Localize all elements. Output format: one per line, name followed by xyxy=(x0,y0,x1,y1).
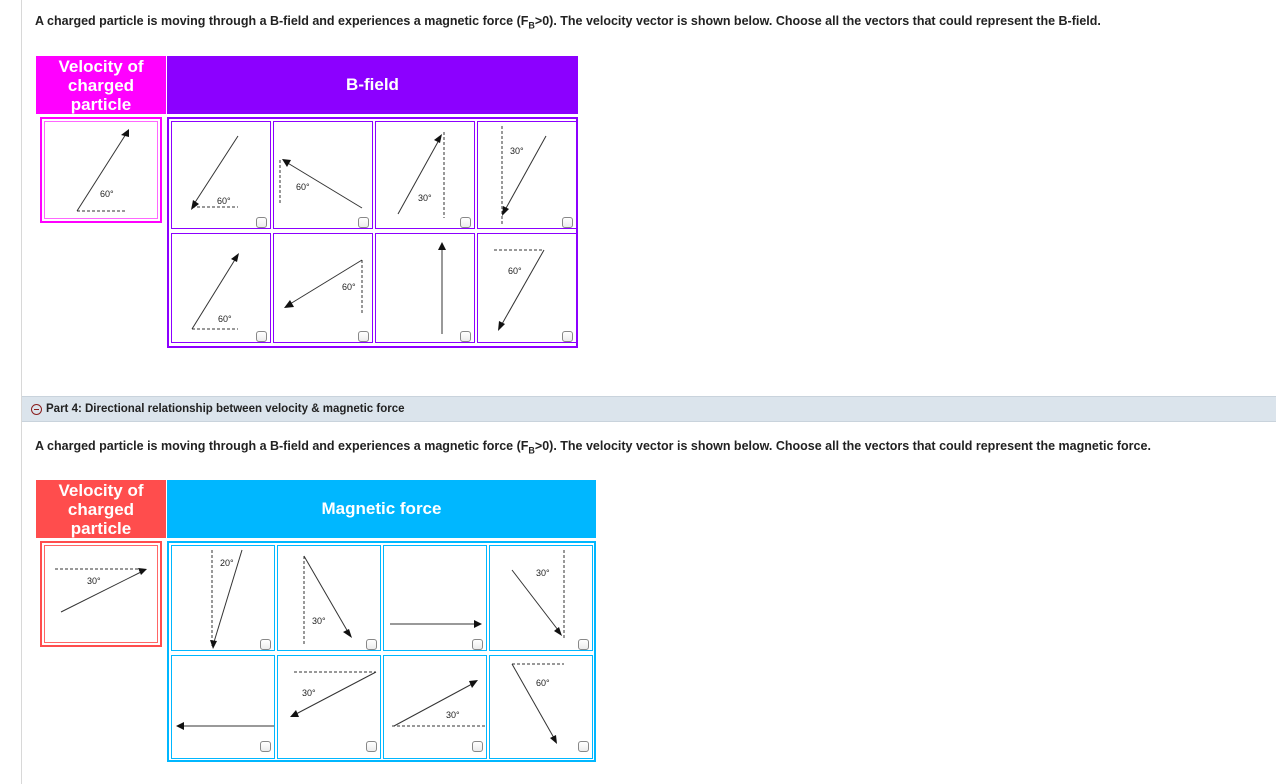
part4-option-1-checkbox[interactable] xyxy=(260,639,271,650)
part3-option-3 xyxy=(375,121,475,229)
part3-option-7 xyxy=(375,233,475,343)
part3-option-3-checkbox[interactable] xyxy=(460,217,471,228)
part4-force-header: Magnetic force xyxy=(167,480,596,538)
part4-option-1 xyxy=(171,545,275,651)
part3-option-5-checkbox[interactable] xyxy=(256,331,267,342)
part4-option-6-checkbox[interactable] xyxy=(366,741,377,752)
part4-option-8-checkbox[interactable] xyxy=(578,741,589,752)
part3-option-1-checkbox[interactable] xyxy=(256,217,267,228)
part3-option-8-checkbox[interactable] xyxy=(562,331,573,342)
svg-text:60°: 60° xyxy=(217,196,231,206)
svg-text:60°: 60° xyxy=(536,678,550,688)
part3-velocity-header: Velocity of charged particle xyxy=(36,56,166,114)
part4-section-bar xyxy=(22,396,1276,422)
part4-option-8 xyxy=(489,655,593,759)
svg-text:60°: 60° xyxy=(296,182,310,192)
part4-force-grid xyxy=(167,541,596,762)
part3-velocity-vector xyxy=(45,122,159,220)
part4-velocity-box xyxy=(40,541,162,647)
part4-option-4 xyxy=(489,545,593,651)
part3-option-6 xyxy=(273,233,373,343)
part3-option-8 xyxy=(477,233,577,343)
svg-text:60°: 60° xyxy=(508,266,522,276)
part3-bfield-grid xyxy=(167,117,578,348)
svg-text:30°: 30° xyxy=(302,688,316,698)
part4-velocity-vector xyxy=(45,546,159,644)
part3-option-1 xyxy=(171,121,271,229)
svg-text:20°: 20° xyxy=(220,558,234,568)
part4-question: A charged particle is moving through a B-field and experiences a magnetic force $(F_B>0)$. The velocity vector is shown below. Choose all the vectors that could represent the magnetic force. xyxy=(35,439,1151,456)
part3-velocity-box xyxy=(40,117,162,223)
svg-text:30°: 30° xyxy=(418,193,432,203)
part3-option-2 xyxy=(273,121,373,229)
left-rule xyxy=(21,0,22,784)
part4-option-7-checkbox[interactable] xyxy=(472,741,483,752)
part4-velocity-angle: 30° xyxy=(87,576,101,586)
part3-option-4 xyxy=(477,121,577,229)
part4-option-2-checkbox[interactable] xyxy=(366,639,377,650)
part3-option-4-checkbox[interactable] xyxy=(562,217,573,228)
part4-title: Part 4: Directional relationship between velocity & magnetic force xyxy=(46,403,405,415)
part4-option-3-checkbox[interactable] xyxy=(472,639,483,650)
svg-text:30°: 30° xyxy=(446,710,460,720)
part4-option-7 xyxy=(383,655,487,759)
part3-option-2-checkbox[interactable] xyxy=(358,217,369,228)
svg-text:30°: 30° xyxy=(536,568,550,578)
part3-option-7-checkbox[interactable] xyxy=(460,331,471,342)
svg-text:30°: 30° xyxy=(312,616,326,626)
part4-option-5-checkbox[interactable] xyxy=(260,741,271,752)
part3-bfield-header: B-field xyxy=(167,56,578,114)
part4-velocity-header: Velocity of charged particle xyxy=(36,480,166,538)
svg-text:60°: 60° xyxy=(342,282,356,292)
svg-text:30°: 30° xyxy=(510,146,524,156)
part4-option-6 xyxy=(277,655,381,759)
collapse-minus-icon[interactable] xyxy=(31,404,42,415)
svg-text:60°: 60° xyxy=(218,314,232,324)
part4-option-4-checkbox[interactable] xyxy=(578,639,589,650)
part4-option-5 xyxy=(171,655,275,759)
part4-option-2 xyxy=(277,545,381,651)
part3-velocity-angle: 60° xyxy=(100,189,114,199)
part4-option-3 xyxy=(383,545,487,651)
part3-option-6-checkbox[interactable] xyxy=(358,331,369,342)
part3-option-5 xyxy=(171,233,271,343)
part3-question: A charged particle is moving through a B-field and experiences a magnetic force $(F_B>0)$. The velocity vector is shown below. Choose all the vectors that could represent the B-field. xyxy=(35,14,1101,31)
